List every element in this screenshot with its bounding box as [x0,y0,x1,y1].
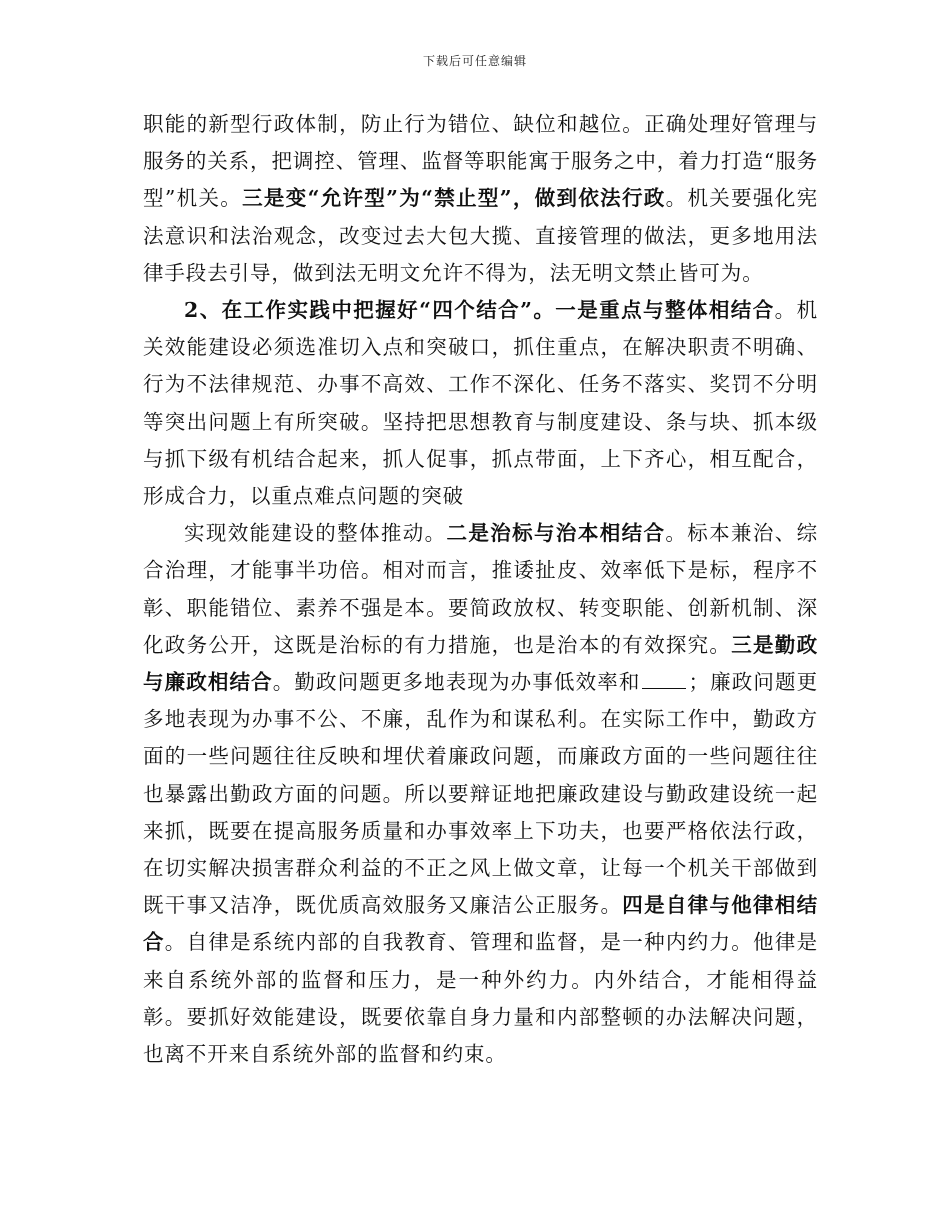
text-segment: 。自律是系统内部的自我教育、管理和监督，是一种内约力。他律是来自系统外部的监督和压力，是一种外约力。内外结合，才能相得益彰。要抓好效能建设，既要依靠自身力量和内部整顿的办法解决问题，也离不开来自系统外部的监督和约束。 [143,930,819,1067]
fill-in-blank [642,670,686,689]
document-body [143,106,818,1073]
text-segment: 。标本兼治、综合治理，才能事半功倍。相对而言，推诿扯皮、效率低下是标，程序不彰、职能错位、素养不强是本。要简政放权、转变职能、创新机制、深化政务公开，这既是治标的有力措施，也是治本的有效探究。 [143,521,818,657]
paragraph-1 [143,106,818,292]
bold-heading-segment: 2、在工作实践中把握好“四个结合”。一是重点与整体相结合 [184,298,775,323]
text-segment: 实现效能建设的整体推动。 [184,521,447,546]
text-segment: 职能的新型行政体制，防止行为错位、缺位和越位。正确处理好管理与服务的关系，把调控、管理、监督等职能寓于服务之中，着力打造“服务型”机关。 [143,112,818,211]
text-segment: 。勤政问题更多地表现为办事低效率和 [272,670,641,695]
bold-heading-segment: 三是变“允许型”为“禁止型”，做到依法行政 [242,186,666,211]
bold-heading-segment: 四是自律与他律相结合 [143,893,818,955]
text-segment: 。机关效能建设必须选准切入点和突破口，抓住重点，在解决职责不明确、行为不法律规范、办事不高效、工作不深化、任务不落实、奖罚不分明等突出问题上有所突破。坚持把思想教育与制度建设、条与块、抓本级与抓下级有机结合起来，抓人促事，抓点带面，上下齐心，相互配合，形成合力，以重点难点问题的突破 [143,298,818,509]
bold-heading-segment: 二是治标与治本相结合 [446,521,666,546]
paragraph-3 [143,515,818,1073]
text-segment: 。机关要强化宪法意识和法治观念，改变过去大包大揽、直接管理的做法，更多地用法律手段去引导，做到法无明文允许不得为，法无明文禁止皆可为。 [143,186,818,285]
bold-heading-segment: 三是勤政与廉政相结合 [143,632,818,695]
text-segment: ；廉政问题更多地表现为办事不公、不廉，乱作为和谋私利。在实际工作中，勤政方面的一些问题往往反映和埋伏着廉政问题，而廉政方面的一些问题往往也暴露出勤政方面的问题。所以要辩证地把廉政建设与勤政建设统一起来抓，既要在提高服务质量和办事效率上下功夫，也要严格依法行政，在切实解决损害群众利益的不正之风上做文章，让每一个机关干部做到既干事又洁净，既优质高效服务又廉洁公正服务。 [143,670,818,918]
page-header: 下载后可任意编辑 [422,54,527,68]
paragraph-2 [143,292,818,515]
